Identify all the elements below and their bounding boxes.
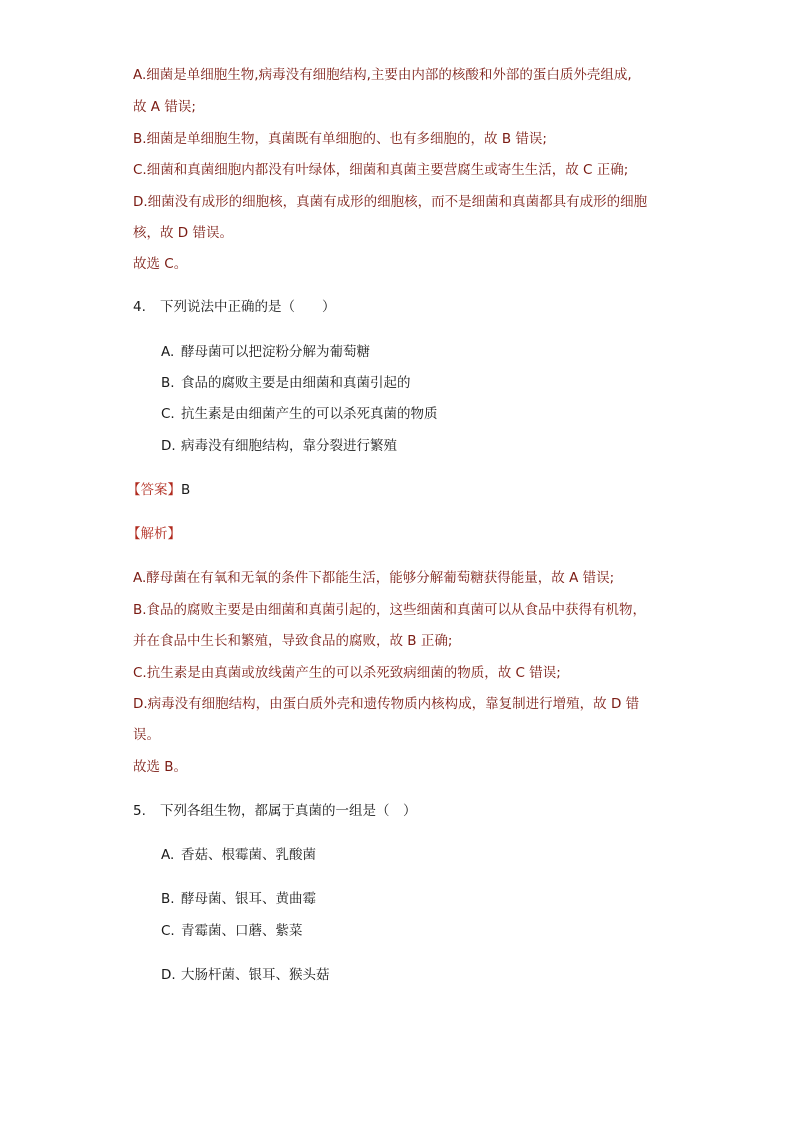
option-b [161, 374, 411, 392]
analysis-line: 核，故 D 错误。 [133, 225, 233, 241]
option-text: 食品的腐败主要是由细菌和真菌引起的 [181, 375, 411, 391]
analysis-line: B.细菌是单细胞生物，真菌既有单细胞的、也有多细胞的，故 B 错误; [133, 131, 547, 147]
analysis-line: A.酵母菌在有氧和无氧的条件下都能生活，能够分解葡萄糖获得能量，故 A 错误; [133, 570, 615, 586]
analysis-tag: 【解析】 [127, 526, 181, 542]
option-key: B. [161, 375, 175, 391]
question-5 [133, 802, 417, 820]
option-text: 大肠杆菌、银耳、猴头菇 [181, 967, 330, 983]
option-key: D. [161, 438, 176, 454]
analysis-line: 误。 [133, 727, 160, 743]
analysis-line: D.病毒没有细胞结构，由蛋白质外壳和遗传物质内核构成，靠复制进行增殖，故 D 错 [133, 696, 640, 712]
option-text: 病毒没有细胞结构，靠分裂进行繁殖 [181, 438, 397, 454]
conclusion-line: 故选 B。 [133, 759, 188, 775]
option-key: B. [161, 891, 175, 907]
analysis-line: D.细菌没有成形的细胞核，真菌有成形的细胞核，而不是细菌和真菌都具有成形的细胞 [133, 194, 648, 210]
option-d [161, 966, 330, 984]
question-number: 4. [133, 299, 146, 315]
analysis-line: A.细菌是单细胞生物,病毒没有细胞结构,主要由内部的核酸和外部的蛋白质外壳组成, [133, 67, 632, 83]
option-key: D. [161, 967, 176, 983]
option-c [161, 405, 438, 423]
answer-tag: 【答案】 [127, 482, 181, 498]
option-text: 酵母菌、银耳、黄曲霉 [181, 891, 316, 907]
option-d [161, 437, 397, 455]
option-key: A. [161, 847, 175, 863]
option-text: 香菇、根霉菌、乳酸菌 [181, 847, 316, 863]
option-key: C. [161, 923, 175, 939]
question-stem: 下列说法中正确的是（ ） [160, 299, 336, 315]
analysis-line: B.食品的腐败主要是由细菌和真菌引起的，这些细菌和真菌可以从食品中获得有机物， [133, 602, 647, 618]
conclusion-line: 故选 C。 [133, 256, 188, 272]
analysis-line: 并在食品中生长和繁殖，导致食品的腐败，故 B 正确; [133, 633, 453, 649]
question-number: 5. [133, 803, 146, 819]
option-key: A. [161, 344, 175, 360]
answer-value: B [181, 482, 191, 498]
option-a [161, 846, 316, 864]
analysis-line: 故 A 错误; [133, 99, 196, 115]
option-a [161, 343, 370, 361]
analysis-line: C.抗生素是由真菌或放线菌产生的可以杀死致病细菌的物质，故 C 错误; [133, 665, 561, 681]
question-stem: 下列各组生物，都属于真菌的一组是（ ） [160, 803, 417, 819]
option-text: 抗生素是由细菌产生的可以杀死真菌的物质 [181, 406, 438, 422]
option-b [161, 890, 316, 908]
option-key: C. [161, 406, 175, 422]
option-c [161, 922, 303, 940]
answer-line [127, 481, 190, 499]
analysis-heading [127, 525, 181, 543]
option-text: 酵母菌可以把淀粉分解为葡萄糖 [181, 344, 370, 360]
analysis-line: C.细菌和真菌细胞内都没有叶绿体，细菌和真菌主要营腐生或寄生生活，故 C 正确; [133, 162, 629, 178]
option-text: 青霉菌、口蘑、紫菜 [181, 923, 303, 939]
question-4 [133, 298, 336, 316]
